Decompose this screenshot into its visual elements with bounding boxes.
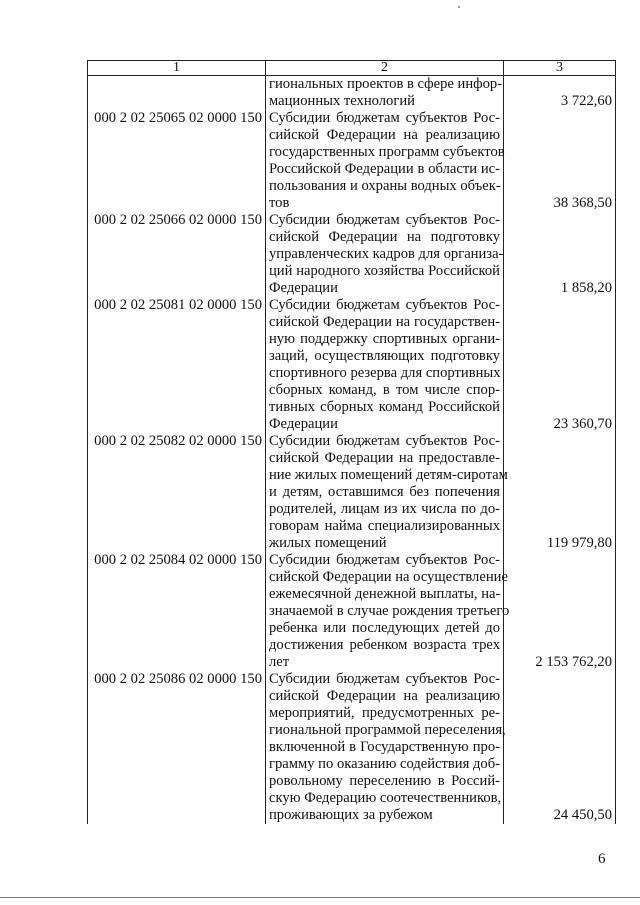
description-line: включенной в Государственную про-: [269, 739, 500, 755]
footer-divider: [0, 897, 640, 898]
description-cell: [266, 552, 510, 671]
description-cell: [266, 76, 504, 111]
description-line: сийской Федерации на осуществление: [269, 569, 508, 585]
amount-cell: 119 979,80: [504, 433, 616, 552]
description-line: ние жилых помещений детям-сиротам: [269, 467, 508, 483]
page-number: 6: [598, 851, 606, 867]
description-line: Российской Федерации в области ис-: [269, 161, 500, 177]
description-line: Субсидии бюджетам субъектов Рос-: [269, 110, 500, 126]
table-row: [88, 671, 616, 824]
description-line: Субсидии бюджетам субъектов Рос-: [269, 212, 500, 228]
budget-code-cell: 000 2 02 25081 02 0000 150: [88, 297, 266, 433]
budget-code-cell: [88, 76, 266, 111]
amount-cell: 2 153 762,20: [504, 552, 616, 671]
description-line: ежемесячной денежной выплаты, на-: [269, 586, 501, 602]
description-line: заций, осуществляющих подготовку: [269, 348, 500, 364]
description-line: мероприятий, предусмотренных ре-: [269, 705, 500, 721]
description-cell: [266, 110, 504, 212]
description-line: тов: [269, 195, 290, 211]
description-cell: [266, 297, 504, 433]
table-header-row: [88, 61, 616, 76]
description-line: пользования и охраны водных объек-: [269, 178, 501, 194]
description-line: родителей, лицам из их числа по до-: [269, 501, 500, 517]
description-cell: [266, 433, 508, 552]
description-line: управленческих кадров для организа-: [269, 246, 504, 262]
description-line: значаемой в случае рождения третьего: [269, 603, 510, 619]
description-cell: [266, 212, 504, 297]
description-line: гиональной программой переселения,: [269, 722, 506, 738]
description-line: Федерации: [269, 280, 338, 296]
description-line: проживающих за рубежом: [269, 807, 433, 823]
table-row: [88, 552, 616, 671]
scan-speck: [458, 6, 460, 8]
description-line: говорам найма специализированных: [269, 518, 500, 534]
description-line: сборных команд, в том числе спор-: [269, 382, 500, 398]
amount-cell: 23 360,70: [504, 297, 616, 433]
column-header-2: 2: [266, 61, 504, 76]
description-line: гиональных проектов в сфере инфор-: [269, 76, 503, 92]
budget-code-cell: 000 2 02 25082 02 0000 150: [88, 433, 266, 552]
description-line: государственных программ субъектов: [269, 144, 505, 160]
description-line: достижения ребенком возраста трех: [269, 637, 500, 653]
description-line: скую Федерацию соотечественников,: [269, 790, 502, 806]
budget-code-cell: 000 2 02 25065 02 0000 150: [88, 110, 266, 212]
amount-cell: 1 858,20: [504, 212, 616, 297]
description-line: сийской Федерации на предоставле-: [269, 450, 500, 466]
description-line: сийской Федерации на реализацию: [269, 688, 500, 704]
description-line: сийской Федерации на государствен-: [269, 314, 500, 330]
description-line: Субсидии бюджетам субъектов Рос-: [269, 552, 500, 568]
budget-code-cell: 000 2 02 25086 02 0000 150: [88, 671, 266, 824]
table-row: [88, 110, 616, 212]
table-row: [88, 433, 616, 552]
table-row: [88, 212, 616, 297]
table-row: [88, 76, 616, 111]
description-line: ребенка или последующих детей до: [269, 620, 500, 636]
description-line: ную поддержку спортивных органи-: [269, 331, 500, 347]
description-line: Субсидии бюджетам субъектов Рос-: [269, 671, 500, 687]
description-line: сийской Федерации на подготовку: [269, 229, 500, 245]
description-line: Федерации: [269, 416, 338, 432]
description-cell: [266, 671, 504, 824]
table-body: [88, 76, 616, 825]
amount-cell: 24 450,50: [504, 671, 616, 824]
description-line: грамму по оказанию содействия доб-: [269, 756, 500, 772]
budget-code-cell: 000 2 02 25084 02 0000 150: [88, 552, 266, 671]
column-header-1: 1: [88, 61, 266, 76]
description-line: тивных сборных команд Российской: [269, 399, 500, 415]
amount-cell: 3 722,60: [504, 76, 616, 111]
description-line: Субсидии бюджетам субъектов Рос-: [269, 297, 500, 313]
amount-cell: 38 368,50: [504, 110, 616, 212]
description-line: лет: [269, 654, 290, 670]
description-line: Субсидии бюджетам субъектов Рос-: [269, 433, 500, 449]
description-line: ций народного хозяйства Российской: [269, 263, 500, 279]
description-line: жилых помещений: [269, 535, 387, 551]
description-line: спортивного резерва для спортивных: [269, 365, 501, 381]
description-line: и детям, оставшимся без попечения: [269, 484, 500, 500]
description-line: сийской Федерации на реализацию: [269, 127, 500, 143]
column-header-3: 3: [504, 61, 616, 76]
description-line: мационных технологий: [269, 93, 415, 109]
budget-table: [87, 60, 616, 824]
table-row: [88, 297, 616, 433]
description-line: ровольному переселению в Россий-: [269, 773, 500, 789]
budget-code-cell: 000 2 02 25066 02 0000 150: [88, 212, 266, 297]
